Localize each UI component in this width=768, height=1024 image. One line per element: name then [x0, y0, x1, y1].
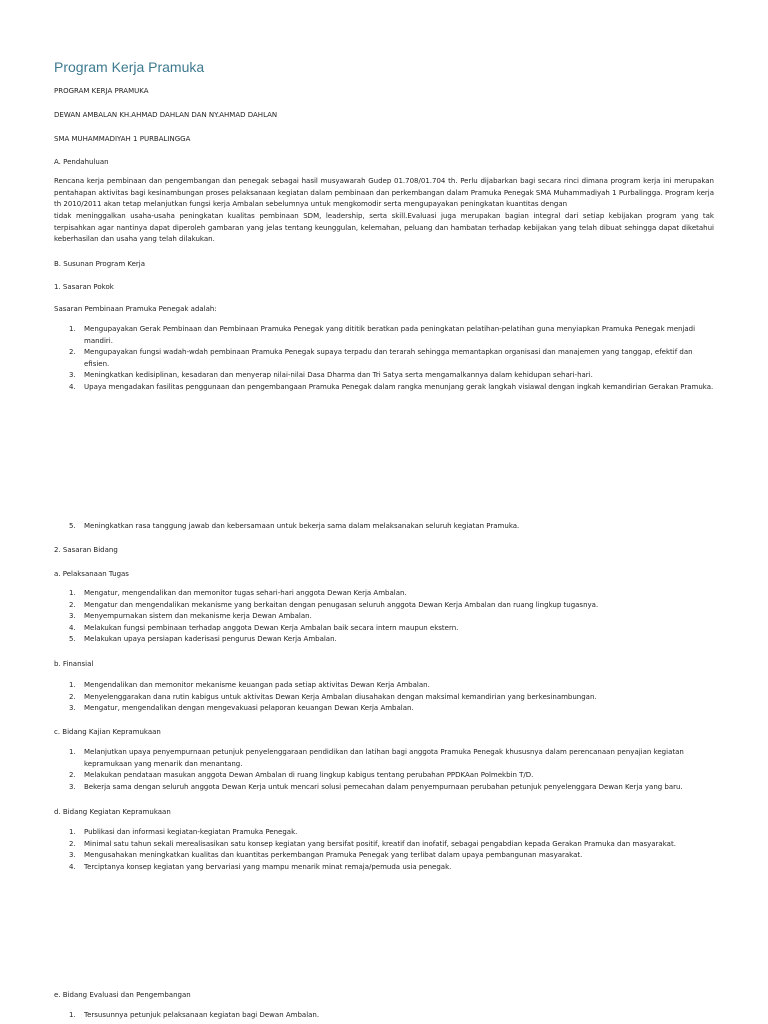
list-item — [69, 611, 714, 623]
list-number: 2. — [69, 771, 76, 779]
list-number: 2. — [69, 692, 76, 701]
kajian-kepramukaan-heading: c. Bidang Kajian Kepramukaan — [54, 728, 161, 736]
list-text: Minimal satu tahun sekali merealisasikan satu konsep kegiatan yang bersifat positif, kreatif dan inofatif, sebagai pengabdian kepada Gerakan Pramuka dan masyarakat. — [84, 839, 676, 848]
list-item — [69, 382, 714, 394]
list-text: Mengatur, mengendalikan dan memonitor tugas sehari-hari anggota Dewan Kerja Ambalan. — [84, 589, 407, 597]
list-text: Mengatur dan mengendalikan mekanisme yang berkaitan dengan penugasan seluruh anggota Dewan Kerja Ambalan dan ruang lingkup tugasnya. — [84, 600, 599, 609]
list-text: Menyelenggarakan dana rutin kabigus untuk aktivitas Dewan Kerja Ambalan diusahakan dengan maksimal kemandirian yang berkesinambungan. — [84, 692, 597, 701]
list-text: Meningkatkan rasa tanggung jawab dan kebersamaan untuk bekerja sama dalam melaksanakan seluruh kegiatan Pramuka. — [84, 522, 520, 530]
list-item — [69, 692, 714, 704]
pelaksanaan-tugas-heading: a. Pelaksanaan Tugas — [54, 570, 129, 578]
list-number: 4. — [69, 382, 76, 391]
list-item — [69, 839, 714, 851]
section-a-heading: A. Pendahuluan — [54, 158, 109, 166]
list-text: Melakukan upaya persiapan kaderisasi pengurus Dewan Kerja Ambalan. — [84, 635, 337, 643]
pelaksanaan-tugas-list — [69, 588, 714, 646]
header-line-dewan: DEWAN AMBALAN KH.AHMAD DAHLAN DAN NY.AHMAD DAHLAN — [54, 111, 278, 119]
page-title: Program Kerja Pramuka — [54, 59, 205, 75]
finansial-heading: b. Finansial — [54, 660, 94, 668]
list-number: 4. — [69, 623, 76, 632]
header-line-school: SMA MUHAMMADIYAH 1 PURBALINGGA — [54, 135, 191, 143]
section-a-paragraph-1: Rencana kerja pembinaan dan pengembangan dan penegak sebagai hasil musyawarah Gudep 01.708/01.704 th. Perlu dijabarkan bagi secara rinci dimana program kerja ini merupakan pentahapan aktivitas bagi kesinambungan proses pelaksanaan kegiatan dalam pembinaan dan perkembangan dalam Pramuka Penegak SMA Muhammadiyah 1 Purbalingga. Program kerja th 2010/2011 akan tetap melanjutkan fungsi kerja Ambalan sebelumnya untuk mengkomodir serta mengupayakan peningkatan kuantitas dengan — [54, 177, 714, 208]
list-number: 1. — [69, 589, 76, 597]
header-line-program: PROGRAM KERJA PRAMUKA — [54, 87, 149, 95]
list-number: 1. — [69, 325, 76, 333]
list-text: Mengupayakan Gerak Pembinaan dan Pembinaan Pramuka Penegak yang dititik beratkan pada peningkatan pelatihan-pelatihan guna menyiapkan Pramuka Penegak menjadi mandiri. — [84, 325, 696, 345]
sasaran-pokok-heading: 1. Sasaran Pokok — [54, 283, 114, 291]
list-item — [69, 623, 714, 635]
kegiatan-kepramukaan-heading: d. Bidang Kegiatan Kepramukaan — [54, 808, 171, 816]
list-number: 3. — [69, 851, 76, 859]
list-item — [69, 747, 714, 770]
list-number: 3. — [69, 782, 76, 791]
kegiatan-kepramukaan-list — [69, 827, 714, 873]
evaluasi-pengembangan-heading: e. Bidang Evaluasi dan Pengembangan — [54, 991, 191, 999]
finansial-list — [69, 680, 714, 715]
list-item — [69, 850, 714, 862]
list-item — [69, 770, 714, 782]
list-number: 1. — [69, 681, 76, 689]
list-text: Melakukan pendataan masukan anggota Dewan Ambalan di ruang lingkup kabigus tentang perubahan PPDKAan Polmekbin T/D. — [84, 771, 534, 779]
list-number: 3. — [69, 704, 76, 712]
list-item — [69, 521, 714, 533]
list-text: Mengupayakan fungsi wadah-wdah pembinaan Pramuka Penegak supaya terpadu dan terarah sehingga memantapkan organisasi dan manajemen yang tanggap, efektif dan efisien. — [84, 348, 693, 368]
sasaran-intro: Sasaran Pembinaan Pramuka Penegak adalah: — [54, 305, 217, 313]
list-number: 3. — [69, 371, 76, 379]
list-text: Publikasi dan informasi kegiatan-kegiatan Pramuka Penegak. — [84, 828, 298, 836]
list-item — [69, 600, 714, 612]
list-item — [69, 827, 714, 839]
list-number: 3. — [69, 612, 76, 620]
list-text: Upaya mengadakan fasilitas penggunaan dan pengembangaan Pramuka Penegak dalam rangka menunjang gerak langkah visiawal dengan ingkah kemandirian Gerakan Pramuka. — [84, 382, 714, 391]
list-item — [69, 370, 714, 382]
list-number: 2. — [69, 348, 76, 356]
list-number: 2. — [69, 839, 76, 848]
list-number: 1. — [69, 1011, 76, 1019]
list-text: Mengatur, mengendalikan dengan mengevakuasi pelaporan keuangan Dewan Kerja Ambalan. — [84, 704, 414, 712]
list-item — [69, 1010, 714, 1022]
list-number: 5. — [69, 522, 76, 530]
list-text: Melanjutkan upaya penyempurnaan petunjuk penyelenggaraan pendidikan dan latihan bagi anggota Pramuka Penegak khususnya dalam perencanaan penyajian kegiatan kepramukaan yang menarik dan menantang. — [84, 748, 684, 768]
list-text: Bekerja sama dengan seluruh anggota Dewan Kerja untuk mencari solusi pemecahan dalam penyempurnaan perubahan petunjuk penyelenggara Dewan Kerja yang baru. — [84, 782, 683, 791]
list-text: Mengendalikan dan memonitor mekanisme keuangan pada setiap aktivitas Dewan Kerja Ambalan. — [84, 681, 430, 689]
list-item — [69, 782, 714, 794]
list-text: Tersusunnya petunjuk pelaksanaan kegiatan bagi Dewan Ambalan. — [84, 1011, 320, 1019]
list-text: Meningkatkan kedisiplinan, kesadaran dan menyerap nilai-nilai Dasa Dharma dan Tri Satya serta mengamalkannya dalam kehidupan sehari-hari. — [84, 371, 593, 379]
list-item — [69, 588, 714, 600]
list-item — [69, 347, 714, 370]
list-number: 1. — [69, 828, 76, 836]
list-item — [69, 862, 714, 874]
section-a-paragraph-2: tidak meninggalkan usaha-usaha peningkatan kualitas pembinaan SDM, leadership, serta skill.Evaluasi juga merupakan bagian integral dari setiap kebijakan program yang tak terpisahkan agar nantinya dapat diperoleh gambaran yang jelas tentang keunggulan, kelemahan, peluang dan hambatan terhadap kebijakan yang telah dibuat sehingga dapat diketahui keberhasilan dan usaha yang telah dilakukan. — [54, 212, 714, 243]
sasaran-pokok-list — [69, 324, 714, 393]
list-number: 2. — [69, 600, 76, 609]
sasaran-pokok-list-continued — [69, 521, 714, 533]
list-text: Melakukan fungsi pembinaan terhadap anggota Dewan Kerja Ambalan baik secara intern maupun ekstern. — [84, 623, 459, 632]
list-item — [69, 703, 714, 715]
list-text: Mengusahakan meningkatkan kualitas dan kuantitas perkembangan Pramuka Penegak yang terlibat dalam upaya pembangunan masyarakat. — [84, 851, 583, 859]
list-item — [69, 634, 714, 646]
kajian-kepramukaan-list — [69, 747, 714, 793]
list-item — [69, 324, 714, 347]
list-text: Menyempurnakan sistem dan mekanisme kerja Dewan Ambalan. — [84, 612, 312, 620]
list-item — [69, 680, 714, 692]
list-number: 4. — [69, 862, 76, 871]
section-b-heading: B. Susunan Program Kerja — [54, 260, 146, 268]
list-number: 1. — [69, 748, 76, 756]
evaluasi-pengembangan-list — [69, 1010, 714, 1022]
sasaran-bidang-heading: 2. Sasaran Bidang — [54, 546, 118, 554]
list-number: 5. — [69, 635, 76, 643]
list-text: Terciptanya konsep kegiatan yang bervariasi yang mampu menarik minat remaja/pemuda usia penegak. — [84, 862, 452, 871]
